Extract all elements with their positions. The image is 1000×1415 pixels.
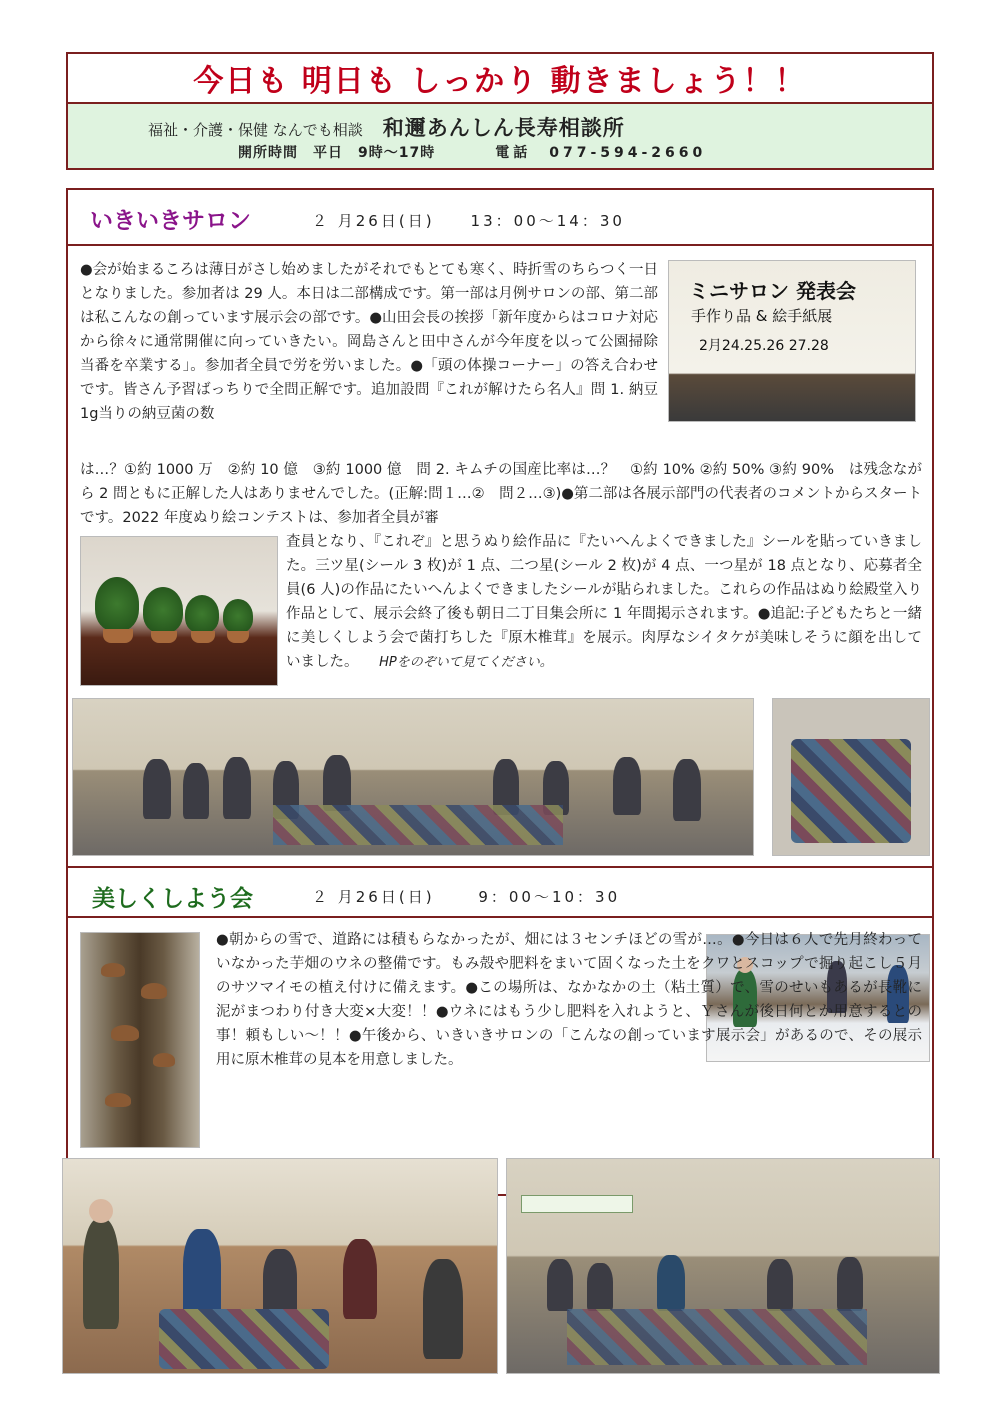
attendee xyxy=(837,1257,863,1311)
attendee xyxy=(223,757,251,819)
salon-title: いきいきサロン xyxy=(90,208,251,234)
mushroom xyxy=(105,1093,131,1107)
attendee xyxy=(83,1219,119,1329)
hp-note: HPをのぞいて見てください。 xyxy=(379,655,553,670)
pot-4 xyxy=(227,631,249,643)
attendee-head xyxy=(89,1199,113,1223)
header-title-band xyxy=(68,54,932,104)
salon-text-side-body: 査員となり、『これぞ』と思うぬり絵作品に『たいへんよくできました』シールを貼っていきました。三ツ星(シール 3 枚)が 1 点、二つ星(シール 2 枚)が 4 点、一つ星が 18 点となり、応募者全員(6 人)の作品にたいへんよくできましたシールが貼られました。これらの作品はぬり絵殿堂入り作品として、展示会終了後も朝日二丁目集会所に 1 年間掲示されます。●追記:子どもたちと一緒に美しくしよう会で菌打ちした『原木椎茸』を展示。肉厚なシイタケが美味しそうに顔を出していました。 xyxy=(286,534,922,670)
mushroom xyxy=(141,983,167,999)
shiitake-log-photo xyxy=(80,932,200,1148)
pot-3 xyxy=(191,631,215,643)
mushroom xyxy=(101,963,125,977)
org-name: 和邇あんしん長寿相談所 xyxy=(382,116,625,140)
quilt-bag xyxy=(791,739,911,843)
pot-2 xyxy=(151,631,177,643)
plant-4 xyxy=(223,599,253,633)
salon-text-middle: は…？①約 1000 万 ②約 10 億 ③約 1000 億 問 2. キムチの国産比率は…？ ①約 10% ②約 50% ③約 90% は残念ながら 2 問ともに正解した人はありませんでした。(正解:問１…② 問２…③)●第二部は各展示部門の代表者のコメントからスタートです。2022 年度ぬり絵コンテストは、参加者全員が審 xyxy=(80,462,922,526)
exhibit-table xyxy=(273,805,563,845)
meeting-photo-right xyxy=(506,1158,940,1374)
header-info-line1 xyxy=(148,112,625,142)
plant-2 xyxy=(143,587,183,633)
mushroom xyxy=(111,1025,139,1041)
salon-date: ２ 月26日(日) 13：00～14：30 xyxy=(312,212,625,230)
pot-1 xyxy=(103,629,133,643)
plant-1 xyxy=(95,577,139,631)
page-title: 今日も 明日も しっかり 動きましょう！！ xyxy=(193,64,807,99)
beautify-text: ●朝からの雪で、道路には積もらなかったが、畑には３センチほどの雪が…。●今日は６人で先月終わっていなかった芋畑のウネの整備です。もみ殻や肥料をまいて固くなった土をクワとスコップで掘り起こし５月のサツマイモの植え付けに備えます。●この場所は、なかなかの土（粘土質）で、雪のせいもあるが長靴に泥がまつわり付き大変×大変！！●ウネにはもう少し肥料を入れようと、Ｙさんが後日何とか用意するとの事！頼もしい～！！●午後から、いきいきサロンの「こんなの創っています展示会」があるので、その展示用に原木椎茸の見本を用意しました。 xyxy=(216,932,922,1068)
attendee xyxy=(587,1263,613,1311)
poster-line1: ミニサロン 発表会 xyxy=(689,279,856,303)
attendee xyxy=(547,1259,573,1311)
plant-3 xyxy=(185,595,219,633)
services-text: 福祉・介護・保健 なんでも相談 xyxy=(148,121,363,139)
attendee xyxy=(183,1229,221,1319)
poster-line3: 2月24.25.26 27.28 xyxy=(699,338,829,354)
attendee xyxy=(657,1255,685,1311)
exhibit-table xyxy=(567,1309,867,1365)
attendee xyxy=(613,757,641,815)
beautify-title: 美しくしよう会 xyxy=(92,886,253,912)
header-info-band xyxy=(68,104,932,168)
beautify-header xyxy=(68,866,932,918)
attendee xyxy=(673,759,701,821)
bonsai-plants-photo xyxy=(80,536,278,686)
poster-line2: 手作り品 & 絵手紙展 xyxy=(691,307,833,325)
exhibit-bags xyxy=(159,1309,329,1369)
attendee xyxy=(143,759,171,819)
salon-header xyxy=(68,190,932,246)
quilt-bag-photo xyxy=(772,698,930,856)
salon-text-side xyxy=(286,530,922,675)
meeting-photo-left xyxy=(62,1158,498,1374)
attendee xyxy=(183,763,209,819)
salon-text-top: ●会が始まるころは薄日がさし始めましたがそれでもとても寒く、時折雪のちらつく一日となりました。参加者は 29 人。本日は二部構成です。第一部は月例サロンの部、第二部は私こんなの創っています展示会の部です。●山田会長の挨拶「新年度からはコロナ対応から徐々に通常開催に向っていきたい。岡島さんと田中さんが今年度を以って公園掃除当番を卒業する」。参加者全員で労を労いました。●「頭の体操コーナー」の答え合わせです。皆さん予習ばっちりで全問正解です。追加設問『これが解けたら名人』問 1. 納豆 1g当りの納豆菌の数 xyxy=(80,262,658,422)
beautify-date: ２ 月26日(日) 9：00～10：30 xyxy=(312,888,621,906)
salon-room-photo xyxy=(72,698,754,856)
mushroom xyxy=(153,1053,175,1067)
opening-hours: 開所時間 平日 9時～17時 xyxy=(238,145,436,161)
header-box xyxy=(66,52,934,170)
attendee xyxy=(343,1239,377,1319)
exhibition-banner xyxy=(521,1195,633,1213)
salon-section xyxy=(66,188,934,1196)
exhibition-poster-photo xyxy=(668,260,916,422)
header-info-line2 xyxy=(238,142,706,162)
attendee xyxy=(767,1259,793,1311)
phone-number: 電話 077-594-2660 xyxy=(495,145,707,161)
attendee xyxy=(323,755,351,811)
attendee xyxy=(423,1259,463,1359)
